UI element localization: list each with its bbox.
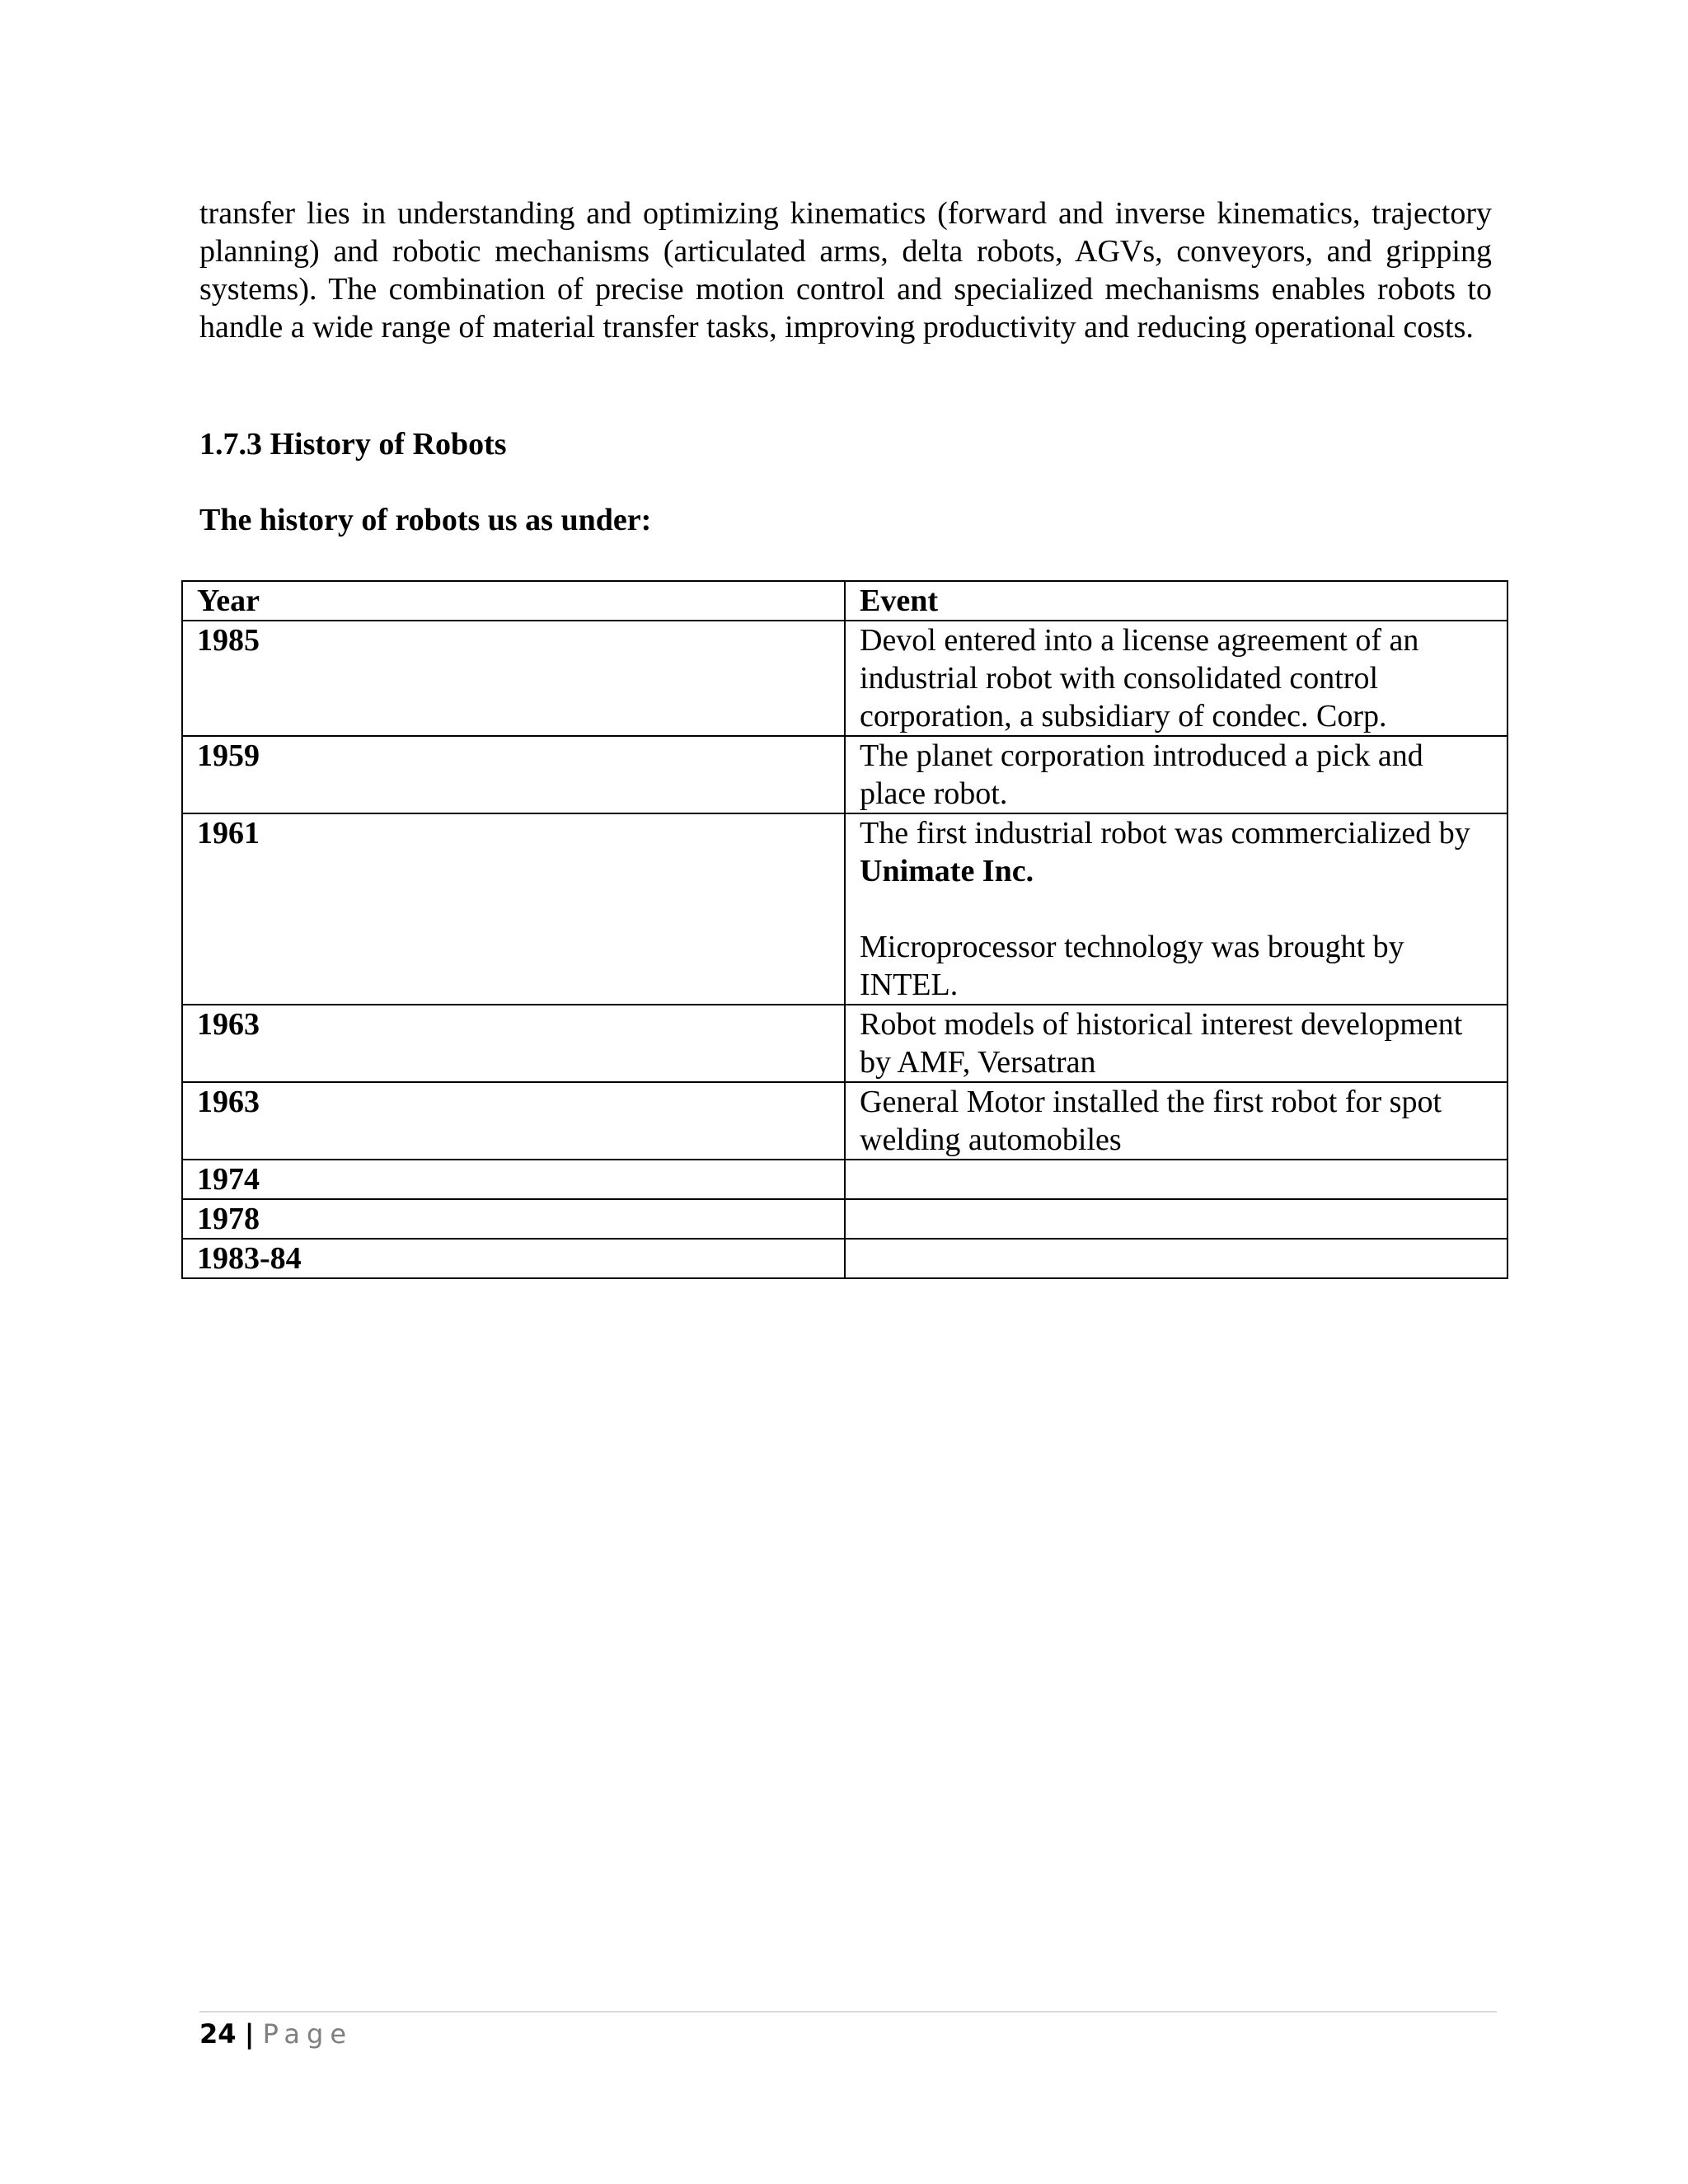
- year-cell: 1963: [182, 1005, 845, 1082]
- year-column-header: Year: [182, 581, 845, 621]
- page-number: 24: [199, 2018, 237, 2050]
- table-header-row: [182, 581, 1507, 621]
- event-text-microprocessor: Microprocessor technology was brought by INTEL.: [860, 930, 1404, 1002]
- event-text-part: The first industrial robot was commercialized by: [860, 816, 1470, 851]
- year-cell: 1983-84: [182, 1239, 845, 1278]
- company-name: Unimate Inc.: [860, 854, 1034, 888]
- footer-separator: |: [244, 2018, 255, 2050]
- table-intro-heading: The history of robots us as under:: [199, 503, 652, 537]
- table-row: [182, 621, 1507, 736]
- year-cell: 1985: [182, 621, 845, 736]
- table-row: [182, 736, 1507, 813]
- table-row: [182, 1005, 1507, 1082]
- event-cell: [845, 1239, 1507, 1278]
- table-row: [182, 1160, 1507, 1199]
- year-cell: 1963: [182, 1082, 845, 1160]
- event-cell: [845, 1199, 1507, 1239]
- event-cell: [845, 813, 1507, 1005]
- table-row: [182, 1199, 1507, 1239]
- event-text-commercialized: [860, 814, 1493, 890]
- event-cell: The planet corporation introduced a pick and place robot.: [845, 736, 1507, 813]
- event-cell: Devol entered into a license agreement of an industrial robot with consolidated control corporation, a subsidiary of condec. Corp.: [845, 621, 1507, 736]
- section-heading: 1.7.3 History of Robots: [199, 427, 507, 462]
- year-cell: 1959: [182, 736, 845, 813]
- history-table: [181, 580, 1508, 1279]
- year-cell: 1978: [182, 1199, 845, 1239]
- page-label: Page: [262, 2018, 354, 2050]
- year-cell: 1961: [182, 813, 845, 1005]
- page-footer: [199, 2018, 353, 2050]
- event-cell: [845, 1160, 1507, 1199]
- table-row: [182, 1082, 1507, 1160]
- event-cell: General Motor installed the first robot for spot welding automobiles: [845, 1082, 1507, 1160]
- event-column-header: Event: [845, 581, 1507, 621]
- year-cell: 1974: [182, 1160, 845, 1199]
- table-row: [182, 813, 1507, 1005]
- event-cell: Robot models of historical interest development by AMF, Versatran: [845, 1005, 1507, 1082]
- footer-divider: [199, 2011, 1497, 2013]
- intro-paragraph: transfer lies in understanding and optimizing kinematics (forward and inverse kinematics, trajectory planning) and robotic mechanisms (articulated arms, delta robots, AGVs, conveyors, and gripping systems). The combination of precise motion control and specialized mechanisms enables robots to handle a wide range of material transfer tasks, improving productivity and reducing operational costs.: [199, 196, 1492, 344]
- table-row: [182, 1239, 1507, 1278]
